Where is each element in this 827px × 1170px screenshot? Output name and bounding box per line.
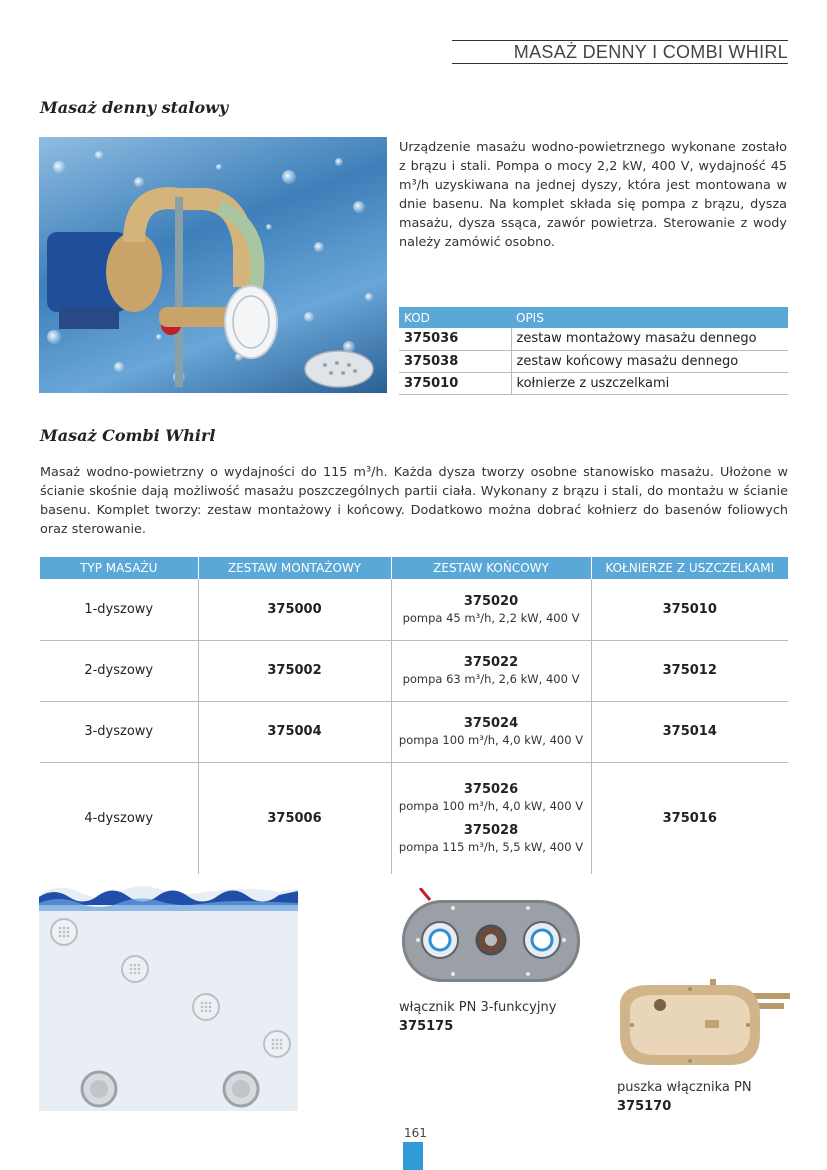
bottom-massage-code-table: [399, 307, 788, 395]
switch-housing-illustration: [610, 975, 790, 1070]
switch-housing-photo: [610, 975, 790, 1070]
column-header-type: TYP MASAŻU: [40, 557, 198, 579]
switch-plate-illustration: [398, 888, 584, 988]
page-number: 161: [404, 1126, 427, 1140]
product-description: kołnierze z uszczelkami: [511, 372, 788, 394]
product-name: włącznik PN 3-funkcyjny: [399, 1000, 557, 1015]
column-header-flanges: KOŁNIERZE Z USZCZELKAMI: [591, 557, 788, 579]
column-header-description: OPIS: [511, 307, 788, 328]
pump-spec: pompa 45 m³/h, 2,2 kW, 400 V: [402, 610, 580, 625]
table-row: [399, 328, 788, 350]
bottom-massage-description: Urządzenie masażu wodno-powietrznego wykonane zostało z brązu i stali. Pompa o mocy 2,2 kW, 400 V, wydajność 45 m³/h uzyskiwana na jednej dyszy, która jest montowana w dnie basenu. Na komplet składa się pompa z brązu, dysza masażu, dysza ssąca, zawór powietrza. Sterowanie z wody należy zamówić osobno.: [399, 140, 787, 250]
page-title: MASAŻ DENNY I COMBI WHIRL: [452, 40, 788, 64]
end-set-cell: [391, 640, 591, 701]
product-code: 375038: [399, 350, 511, 372]
table-row: [40, 701, 788, 762]
switch-3-function-caption: [399, 998, 556, 1036]
end-set-cell: [391, 579, 591, 640]
mount-set-code: 375006: [198, 762, 391, 874]
product-code: 375036: [399, 328, 511, 350]
mount-set-code: 375004: [198, 701, 391, 762]
massage-type: 2-dyszowy: [40, 640, 198, 701]
pump-spec: pompa 100 m³/h, 4,0 kW, 400 V: [398, 733, 584, 747]
massage-type: 4-dyszowy: [40, 762, 198, 874]
table-row: [40, 640, 788, 701]
end-set-code: 375026: [463, 782, 519, 798]
end-set-cell: [391, 762, 591, 874]
mount-set-code: 375002: [198, 640, 391, 701]
massage-type: 1-dyszowy: [40, 579, 198, 640]
product-description: zestaw montażowy masażu dennego: [511, 328, 788, 350]
product-code: 375010: [399, 372, 511, 394]
end-set-code: 375022: [463, 655, 519, 670]
section-title-combi-whirl: Masaż Combi Whirl: [40, 426, 216, 445]
column-header-mount-set: ZESTAW MONTAŻOWY: [198, 557, 391, 579]
flange-code: 375010: [591, 579, 788, 640]
end-set-code: 375020: [463, 593, 519, 609]
mount-set-code: 375000: [198, 579, 391, 640]
pump-spec: pompa 63 m³/h, 2,6 kW, 400 V: [402, 672, 580, 686]
pump-spec: pompa 115 m³/h, 5,5 kW, 400 V: [398, 840, 584, 855]
wall-jets-illustration: [39, 877, 298, 1111]
end-set-cell: [391, 701, 591, 762]
flange-code: 375016: [662, 810, 717, 826]
combi-whirl-table: [40, 557, 788, 874]
column-header-code: KOD: [399, 307, 511, 328]
table-row: [399, 350, 788, 372]
page-tab-marker: [403, 1142, 423, 1170]
flange-code: 375014: [591, 701, 788, 762]
product-description: zestaw końcowy masażu dennego: [511, 350, 788, 372]
combi-whirl-wall-photo: [39, 877, 298, 1111]
flange-code: 375012: [591, 640, 788, 701]
product-code: 375170: [617, 1099, 672, 1114]
bottom-massage-pump-photo: [39, 137, 387, 393]
combi-whirl-description: Masaż wodno-powietrzny o wydajności do 115 m³/h. Każda dysza tworzy osobne stanowisko masażu. Ułożone w ścianie skośnie dają możliwość masażu poszczególnych partii ciała. Wykonany z brązu i stali, do montażu w ścianie basenu. Komplet tworzy: zestaw montażowy i końcowy. Dodatkowo można dobrać kołnierz do basenów foliowych oraz sterowanie.: [40, 465, 788, 537]
column-header-end-set: ZESTAW KOŃCOWY: [391, 557, 591, 579]
switch-3-function-photo: [398, 888, 584, 988]
massage-type: 3-dyszowy: [40, 701, 198, 762]
table-row: [40, 579, 788, 640]
product-code: 375175: [399, 1019, 454, 1034]
end-set-code: 375028: [463, 823, 519, 839]
section-title-bottom-massage: Masaż denny stalowy: [40, 98, 229, 117]
end-set-code: 375024: [463, 716, 519, 731]
table-row: [399, 372, 788, 394]
pump-spec: pompa 100 m³/h, 4,0 kW, 400 V: [398, 799, 584, 814]
table-row: [40, 762, 788, 874]
switch-housing-caption: [617, 1078, 752, 1116]
product-name: puszka włącznika PN: [617, 1080, 752, 1095]
pump-illustration: [39, 137, 387, 393]
